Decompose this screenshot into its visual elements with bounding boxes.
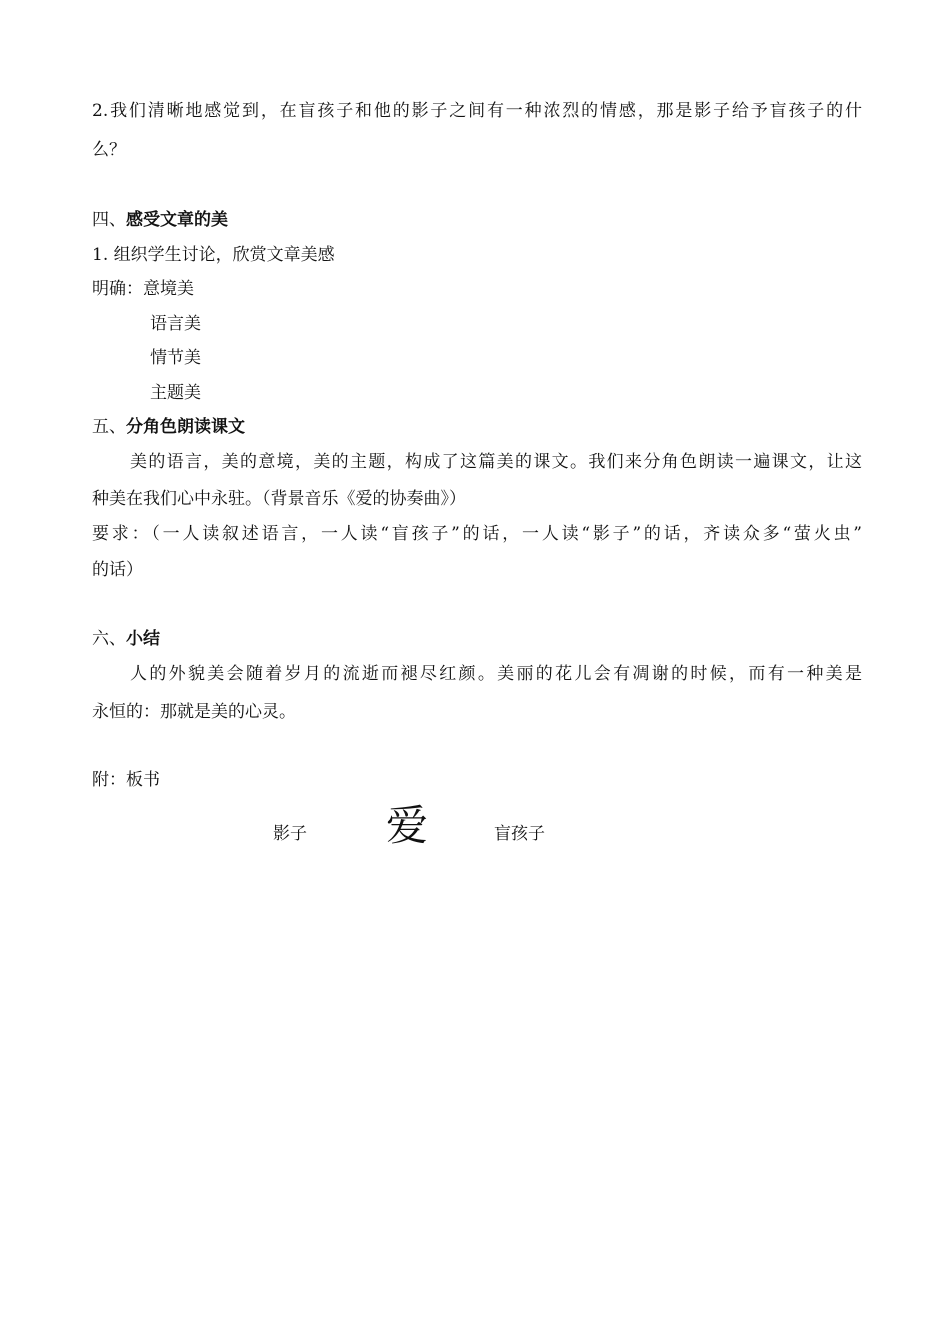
section-6-paragraph-line-1: 人的外貌美会随着岁月的流逝而褪尽红颜。美丽的花儿会有凋谢的时候，而有一种美是 <box>130 664 862 684</box>
section-6-number: 六、 <box>92 629 126 649</box>
section-5-requirement-line-2: 的话） <box>92 560 143 580</box>
section-4-number: 四、 <box>92 210 126 230</box>
clarify-point-2: 语言美 <box>150 314 201 334</box>
section-5-heading <box>92 415 862 439</box>
clarify-point-3: 情节美 <box>150 348 201 368</box>
question-2-line-1: 2.我们清晰地感觉到，在盲孩子和他的影子之间有一种浓烈的情感，那是影子给予盲孩子的什 <box>92 101 862 121</box>
section-5-paragraph-line-1: 美的语言，美的意境，美的主题，构成了这篇美的课文。我们来分角色朗读一遍课文，让这 <box>130 452 862 472</box>
clarify-line <box>92 277 862 301</box>
clarify-point-4: 主题美 <box>150 383 201 403</box>
question-2-line-2: 么？ <box>92 140 126 160</box>
clarify-label: 明确： <box>92 279 143 299</box>
section-6-title: 小结 <box>126 629 160 649</box>
section-4-heading <box>92 208 862 232</box>
section-4-item-1: 1. 组织学生讨论，欣赏文章美感 <box>92 245 335 265</box>
section-6-paragraph-line-2: 永恒的：那就是美的心灵。 <box>92 702 296 722</box>
section-6-heading <box>92 627 862 651</box>
section-5-paragraph-line-2: 种美在我们心中永驻。（背景音乐《爱的协奏曲》） <box>92 489 466 509</box>
appendix-label: 附：板书 <box>92 770 160 790</box>
clarify-point-1: 意境美 <box>143 279 194 299</box>
board-center-character: 爱 <box>386 801 429 850</box>
section-4-title: 感受文章的美 <box>126 210 228 230</box>
section-5-number: 五、 <box>92 417 126 437</box>
board-left-text: 影子 <box>273 824 307 844</box>
section-5-requirement-line-1: 要求：（一人读叙述语言，一人读“盲孩子”的话，一人读“影子”的话，齐读众多“萤火虫” <box>92 524 862 544</box>
section-5-title: 分角色朗读课文 <box>126 417 245 437</box>
board-right-text: 盲孩子 <box>494 824 545 844</box>
